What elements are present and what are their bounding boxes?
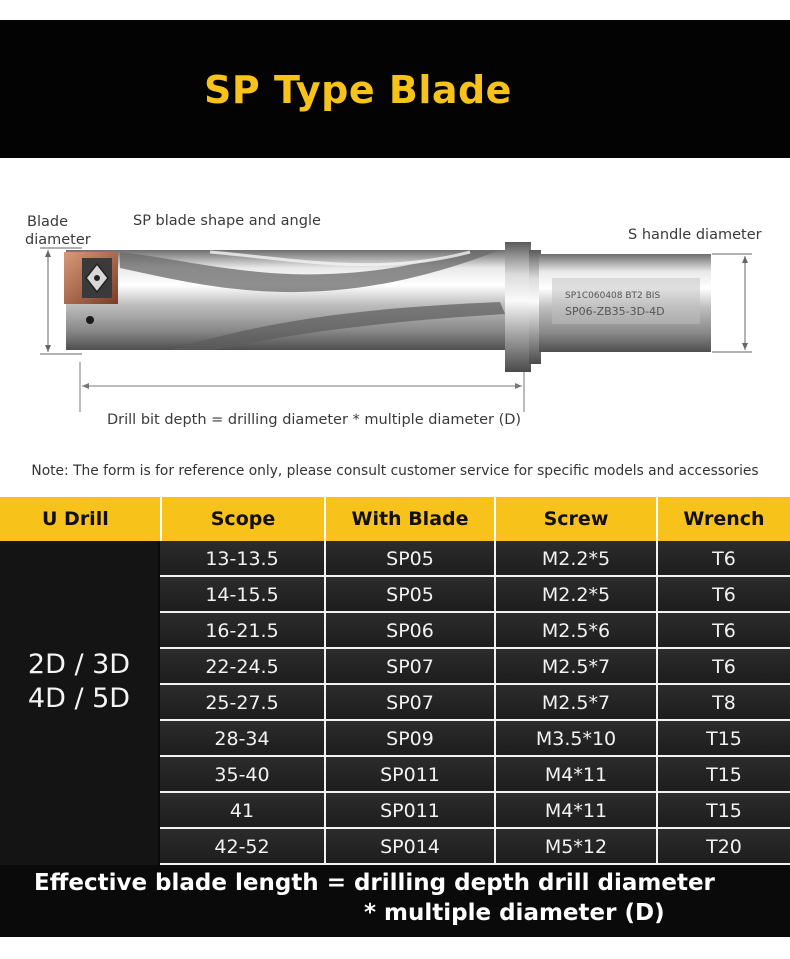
wrench-cell: T15 <box>706 728 742 750</box>
u-drill-cell <box>0 541 158 865</box>
wrench-cell: T15 <box>706 764 742 786</box>
engraving-line1: SP06-ZB35-3D-4D <box>565 305 665 318</box>
header-screw: Screw <box>543 508 609 530</box>
wrench-cell: T6 <box>712 584 736 606</box>
blade-cell: SP011 <box>380 800 440 822</box>
table-row <box>160 721 790 757</box>
title-banner <box>0 20 790 158</box>
blade-cell: SP014 <box>380 836 440 858</box>
wrench-cell: T15 <box>706 800 742 822</box>
blade-cell: SP09 <box>386 728 434 750</box>
table-row <box>160 757 790 793</box>
footer-line-2: * multiple diameter (D) <box>364 900 665 926</box>
u-drill-illustration <box>0 190 790 430</box>
screw-cell: M4*11 <box>544 764 608 786</box>
handle-diameter-label: S handle diameter <box>628 227 762 243</box>
wrench-cell: T20 <box>706 836 742 858</box>
scope-cell: 22-24.5 <box>205 656 279 678</box>
screw-cell: M4*11 <box>544 800 608 822</box>
header-wrench: Wrench <box>683 508 765 530</box>
screw-cell: M2.5*7 <box>541 656 611 678</box>
screw-cell: M2.2*5 <box>541 584 611 606</box>
wrench-cell: T6 <box>712 548 736 570</box>
screw-cell: M5*12 <box>544 836 608 858</box>
screw-cell: M2.5*7 <box>541 692 611 714</box>
table-row <box>160 649 790 685</box>
table-row <box>160 685 790 721</box>
blade-cell: SP011 <box>380 764 440 786</box>
screw-cell: M2.5*6 <box>541 620 611 642</box>
table-header <box>0 497 790 541</box>
header-u-drill: U Drill <box>42 508 109 530</box>
header-divider <box>160 497 162 541</box>
engraving-line2: SP1C060408 BT2 BIS <box>565 291 661 301</box>
u-drill-value-line2: 4D / 5D <box>27 683 131 714</box>
scope-cell: 16-21.5 <box>205 620 279 642</box>
blade-cell: SP05 <box>386 548 434 570</box>
scope-cell: 25-27.5 <box>205 692 279 714</box>
scope-cell: 14-15.5 <box>205 584 279 606</box>
blade-diameter-label-line2: diameter <box>25 232 91 248</box>
scope-cell: 42-52 <box>214 836 270 858</box>
wrench-cell: T8 <box>712 692 736 714</box>
header-scope: Scope <box>210 508 276 530</box>
screw-cell: M2.2*5 <box>541 548 611 570</box>
blade-shape-label: SP blade shape and angle <box>133 213 321 229</box>
table-row <box>160 613 790 649</box>
scope-cell: 13-13.5 <box>205 548 279 570</box>
blade-cell: SP07 <box>386 656 434 678</box>
u-drill-value-line1: 2D / 3D <box>27 649 131 680</box>
reference-note: Note: The form is for reference only, please consult customer service for specific models and accessories <box>31 463 759 479</box>
blade-cell: SP07 <box>386 692 434 714</box>
table-row <box>160 541 790 577</box>
blade-cell: SP05 <box>386 584 434 606</box>
page-title: SP Type Blade <box>204 68 512 112</box>
depth-label: Drill bit depth = drilling diameter * multiple diameter (D) <box>107 412 522 428</box>
blade-diameter-label-line1: Blade <box>27 214 68 230</box>
header-with-blade: With Blade <box>351 508 469 530</box>
table-row <box>160 577 790 613</box>
table-row <box>160 829 790 865</box>
wrench-cell: T6 <box>712 620 736 642</box>
header-divider <box>494 497 496 541</box>
footer-line-1: Effective blade length = drilling depth drill diameter <box>34 870 715 896</box>
scope-cell: 35-40 <box>214 764 270 786</box>
wrench-cell: T6 <box>712 656 736 678</box>
header-divider <box>656 497 658 541</box>
scope-cell: 28-34 <box>214 728 270 750</box>
blade-cell: SP06 <box>386 620 434 642</box>
header-divider <box>324 497 326 541</box>
screw-cell: M3.5*10 <box>535 728 617 750</box>
scope-cell: 41 <box>229 800 255 822</box>
spec-table <box>0 497 790 937</box>
table-row <box>160 793 790 829</box>
